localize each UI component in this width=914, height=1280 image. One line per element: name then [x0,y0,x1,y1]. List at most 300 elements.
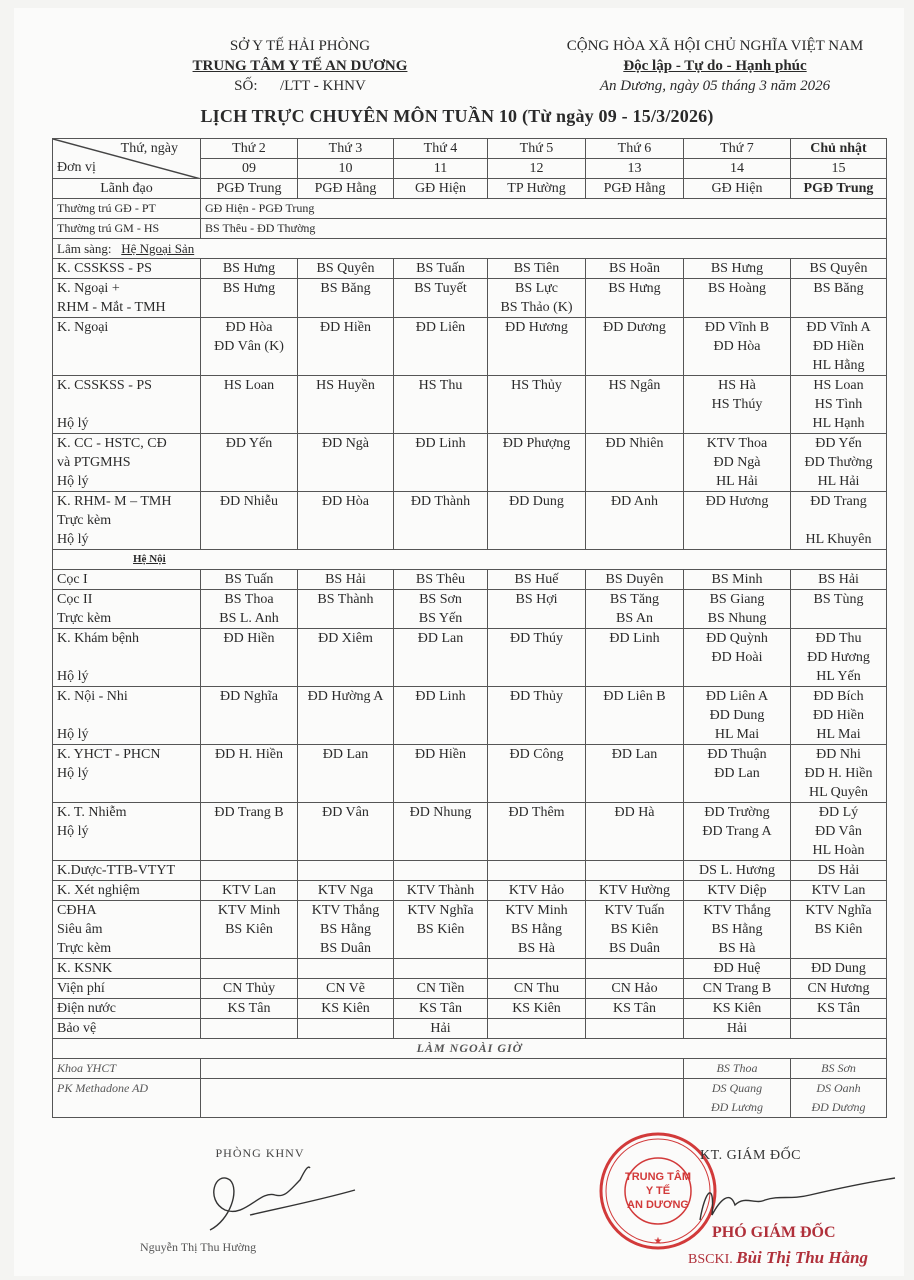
cell-line: Hộ lý [57,532,89,547]
cell-line: KTV Nghĩa [407,903,474,918]
header-left [150,36,450,96]
duty-cell [394,745,488,803]
days-row [53,139,887,159]
duty-cell [201,687,298,745]
director-signature-icon [690,1170,900,1230]
duty-cell [488,570,586,590]
cell-line: ĐD Yến [815,436,862,451]
cell-line: BS Tăng [609,592,660,607]
cell-line: Viện phí [57,981,105,996]
duty-cell [791,861,887,881]
date-header: 15 [791,159,887,179]
duty-cell [394,1019,488,1039]
duty-cell [791,745,887,803]
document-date: An Dương, ngày 05 tháng 3 năm 2026 [599,78,831,94]
duty-cell [684,901,791,959]
cell-line: BS Huế [514,572,559,587]
cell-line: ĐD Hoài [711,650,763,665]
duty-cell [394,999,488,1019]
duty-cell [488,901,586,959]
cell-line: BS Hoàng [708,281,766,296]
cell-line: BS Hưng [710,261,764,276]
cell-line: KTV Tuấn [604,903,665,918]
cell-line: K. CSSKSS - PS [57,378,152,393]
duty-cell [201,959,298,979]
duty-cell [586,629,684,687]
duty-cell [394,861,488,881]
cell-line: Hộ lý [57,474,89,489]
duty-cell [298,901,394,959]
overtime-title-row [53,1039,887,1059]
cell-line: ĐD Anh [610,494,659,509]
duty-cell [488,881,586,901]
duty-cell [586,861,684,881]
duty-cell [298,590,394,629]
cell-line: HL Mai [714,727,760,742]
corner-top-label: Thứ, ngày [120,141,178,156]
unit-label [53,570,201,590]
duty-cell [201,629,298,687]
duty-cell [394,570,488,590]
cell-line: HS Thủy [511,378,562,393]
duty-cell [684,687,791,745]
duty-cell [791,1019,887,1039]
cell-line: ĐD Linh [415,436,466,451]
cell-line: ĐD Dung [709,708,765,723]
cell-line [795,511,882,530]
duty-cell [684,979,791,999]
stamp-line-1: TRUNG TÂM [625,1171,691,1183]
duty-cell [684,279,791,318]
duty-cell [298,979,394,999]
overtime-row [53,1079,887,1118]
duty-cell [201,492,298,550]
duty-cell [791,492,887,550]
cell-line: HS Loan [813,378,864,393]
cell-line: HL Mai [816,727,861,742]
leader-cell: PGĐ Trung [201,179,298,199]
director-title: KT. GIÁM ĐỐC [700,1148,802,1163]
cell-line: KTV Thoa [706,436,768,451]
cell-line: HL Quyên [809,785,868,800]
cell-line: ĐD Lý [818,805,859,820]
duty-cell [791,979,887,999]
cell-line: BS Hà [518,941,555,956]
duty-cell [684,376,791,434]
section-title: Hệ Ngoại Sản [121,241,195,256]
duty-cell [201,590,298,629]
day-header: Thứ 7 [684,139,791,159]
cell-line: HL Hạnh [812,416,865,431]
cell-line [492,1019,581,1038]
cell-line: K. CC - HSTC, CĐ [57,436,167,451]
cell-line: ĐD Huệ [713,961,761,976]
table-row [53,861,887,881]
cell-line: RHM - Mắt - TMH [57,300,166,315]
section-surgical-row [53,239,887,259]
duty-cell [201,318,298,376]
cell-line: K. T. Nhiễm [57,805,127,820]
resident-gm-value: BS Thêu - ĐD Thường [201,219,887,239]
duty-cell [684,492,791,550]
cell-line [398,861,483,880]
duty-cell [684,745,791,803]
cell-line: ĐD Hiền [320,320,371,335]
table-row [53,259,887,279]
unit-label [53,629,201,687]
vice-director-degree: BSCKI. [688,1252,733,1267]
duty-cell [394,959,488,979]
duty-cell [586,959,684,979]
duty-cell [488,1019,586,1039]
cell-line [398,959,483,978]
cell-line: ĐD Hiền [813,339,864,354]
date-header: 12 [488,159,586,179]
duty-cell [298,861,394,881]
cell-line: ĐD Liên [415,320,466,335]
cell-line: ĐD Lương [711,1100,763,1114]
duty-cell [684,999,791,1019]
duty-cell [298,318,394,376]
section-prefix: Lâm sàng: [57,241,112,256]
cell-line: CN Hương [807,981,870,996]
cell-line: ĐD Hòa [713,339,761,354]
table-row [53,979,887,999]
cell-line: DS Quang [711,1081,763,1095]
unit-label [53,881,201,901]
cell-line: KTV Hảo [508,883,565,898]
day-header: Chủ nhật [791,139,887,159]
department-name: SỞ Y TẾ HẢI PHÒNG [229,38,371,54]
duty-cell [201,745,298,803]
cell-line: K. KSNK [57,961,113,976]
duty-cell [394,434,488,492]
cell-line [590,959,679,978]
cell-line: ĐD Hiền [223,631,275,646]
cell-line [492,959,581,978]
overtime-unit: Khoa YHCT [53,1059,201,1079]
cell-line: Hộ lý [57,727,89,742]
cell-line: Siêu âm [57,922,103,937]
unit-label [53,803,201,861]
cell-line: ĐD Vân (K) [214,339,284,354]
duty-cell [488,259,586,279]
leader-cell: GĐ Hiện [684,179,791,199]
cell-line: K. Ngoại [57,320,109,335]
duty-cell [586,492,684,550]
overtime-title: LÀM NGOÀI GIỜ [53,1039,887,1059]
duty-cell [586,259,684,279]
cell-line: BS Hải [818,572,859,587]
cell-line: ĐD Trang [810,494,867,509]
day-header: Thứ 5 [488,139,586,159]
duty-cell [488,687,586,745]
duty-cell [684,881,791,901]
cell-line: ĐD Lan [611,747,658,762]
duty-cell [298,881,394,901]
motto: Độc lập - Tự do - Hạnh phúc [623,58,807,74]
duty-cell [488,745,586,803]
cell-line: ĐD Vân [815,824,862,839]
cell-line: K. Nội - Nhi [57,689,128,704]
duty-cell [298,1019,394,1039]
khnv-signature-icon [190,1160,360,1240]
date-header: 14 [684,159,791,179]
duty-cell [394,803,488,861]
cell-line: ĐD Công [509,747,564,762]
cell-line: Trực kèm [57,513,112,528]
duty-cell [586,901,684,959]
cell-line: ĐD Phượng [502,436,571,451]
duty-cell [201,979,298,999]
duty-cell [394,318,488,376]
cell-line: Cọc II [57,592,93,607]
overtime-sunday [791,1079,887,1118]
corner-header [53,139,201,179]
cell-line: ĐD Liên A [705,689,769,704]
duty-cell [488,803,586,861]
cell-line: HS Loan [223,378,275,393]
section-title: Hệ Nội [133,553,166,565]
cell-line: ĐD Hiền [813,708,864,723]
cell-line: HS Tình [814,397,863,412]
duty-cell [684,434,791,492]
day-header: Thứ 4 [394,139,488,159]
leader-cell: PGĐ Hằng [586,179,684,199]
table-row [53,629,887,687]
table-row [53,1019,887,1039]
duty-cell [201,570,298,590]
cell-line: DS Hải [817,863,860,878]
cell-line: BS Duân [609,941,660,956]
cell-line: ĐD Quỳnh [706,631,768,646]
cell-line: BS Quyên [809,261,868,276]
cell-line: Hải [430,1021,451,1036]
cell-line: ĐD Xiêm [318,631,373,646]
cell-line: K. RHM- M – TMH [57,494,172,509]
cell-line: K. Xét nghiệm [57,883,140,898]
duty-cell [394,590,488,629]
document-number: SỐ: /LTT - KHNV [234,78,366,94]
day-header: Thứ 2 [201,139,298,159]
cell-line: BS L. Anh [219,611,279,626]
cell-line: ĐD Hiền [415,747,466,762]
stamp-line-3: AN DƯƠNG [627,1199,689,1211]
stamp-line-2: Y TẾ [645,1185,671,1197]
cell-line: Hộ lý [57,669,89,684]
duty-cell [488,590,586,629]
duty-cell [201,434,298,492]
cell-line: CN Thủy [222,981,276,996]
cell-line: BS Kiên [416,922,465,937]
duty-cell [488,979,586,999]
duty-cell [201,881,298,901]
duty-cell [586,590,684,629]
cell-line: BS Tuấn [224,572,274,587]
duty-cell [488,434,586,492]
cell-line: BS Hằng [320,922,371,937]
cell-line: HS Thúy [711,397,763,412]
duty-cell [298,629,394,687]
cell-line: DS L. Hương [698,863,776,878]
cell-line: HS Thu [418,378,463,393]
duty-cell [394,901,488,959]
duty-cell [298,803,394,861]
duty-cell [394,979,488,999]
cell-line: KTV Minh [505,903,568,918]
cell-line: ĐD Dương [603,320,666,335]
cell-line: K.Dược-TTB-VTYT [57,863,176,878]
duty-cell [791,318,887,376]
cell-line: ĐD Thúy [509,631,564,646]
unit-label [53,1019,201,1039]
cell-line: ĐD Thành [410,494,471,509]
duty-cell [298,959,394,979]
leader-cell: PGĐ Hằng [298,179,394,199]
cell-line: BS Thảo (K) [500,300,573,315]
cell-line: ĐD Nghĩa [220,689,278,704]
cell-line: ĐD Nhi [816,747,861,762]
unit-label [53,959,201,979]
duty-cell [684,259,791,279]
cell-line: HL Khuyên [805,532,872,547]
cell-line: HL Hoàn [812,843,865,858]
corner-bottom-label: Đơn vị [57,160,96,175]
table-row [53,745,887,803]
cell-line: BS Hợi [515,592,558,607]
cell-line: ĐD Trang A [702,824,772,839]
cell-line: K. CSSKSS - PS [57,261,152,276]
unit-label [53,259,201,279]
cell-line: BS Yến [418,611,463,626]
cell-line: ĐD Lan [714,766,760,781]
cell-line: CN Trang B [702,981,772,996]
cell-line: ĐD Thuận [707,747,767,762]
duty-cell [586,570,684,590]
unit-label [53,279,201,318]
cell-line: BS Kiên [814,922,863,937]
duty-cell [298,687,394,745]
section-internal-row [53,550,887,570]
cell-line: CN Vẽ [325,981,366,996]
cell-line: KTV Nghĩa [805,903,872,918]
table-row [53,279,887,318]
duty-cell [201,803,298,861]
document-title: LỊCH TRỰC CHUYÊN MÔN TUẦN 10 (Từ ngày 09 - 15/3/2026) [200,106,714,126]
duty-cell [791,590,887,629]
cell-line [302,1019,389,1038]
center-name: TRUNG TÂM Y TẾ AN DƯƠNG [192,58,408,74]
khnv-signature-title: PHÒNG KHNV [215,1146,305,1160]
cell-line: ĐD Nhiên [605,436,664,451]
duty-cell [791,259,887,279]
duty-cell [586,979,684,999]
cell-line: ĐD Bích [813,689,864,704]
day-header: Thứ 6 [586,139,684,159]
cell-line: HS Ngân [608,378,661,393]
cell-line: ĐD Liên B [603,689,666,704]
cell-line: BS Lực [515,281,558,296]
unit-label [53,745,201,803]
cell-line [795,1019,882,1038]
resident-gm-label: Thường trú GM - HS [53,219,201,239]
duty-cell [298,376,394,434]
table-row [53,434,887,492]
date-header: 11 [394,159,488,179]
cell-line: BS Thành [317,592,374,607]
unit-label [53,434,201,492]
cell-line: KTV Thành [406,883,475,898]
cell-line: BS Duyên [605,572,664,587]
date-header: 10 [298,159,394,179]
cell-line: BS Sơn [419,592,462,607]
duty-cell [488,492,586,550]
table-row [53,901,887,959]
cell-line [492,861,581,880]
cell-line: ĐD Trường [704,805,770,820]
cell-line: Trực kèm [57,611,112,626]
table-row [53,803,887,861]
cell-line: BS Kiên [610,922,659,937]
khnv-signer-name: Nguyễn Thị Thu Hường [140,1240,257,1254]
duty-cell [791,434,887,492]
resident-gd-label: Thường trú GĐ - PT [53,199,201,219]
cell-line: ĐD Trang B [214,805,284,820]
unit-label [53,979,201,999]
duty-cell [586,279,684,318]
duty-cell [201,376,298,434]
cell-line: Cọc I [57,572,88,587]
duty-cell [394,629,488,687]
duty-cell [201,999,298,1019]
cell-line: Trực kèm [57,941,112,956]
cell-line: BS Hoãn [609,261,660,276]
duty-cell [684,570,791,590]
cell-line: và PTGMHS [57,455,131,470]
vice-director-title: PHÓ GIÁM ĐỐC [712,1224,836,1241]
duty-cell [488,318,586,376]
cell-line [205,861,293,880]
cell-line: BS Kiên [225,922,273,937]
overtime-sunday [791,1059,887,1079]
leader-cell: PGĐ Trung [791,179,887,199]
cell-line: ĐD Ngà [321,436,370,451]
duty-cell [791,687,887,745]
cell-line: ĐD Thêm [508,805,565,820]
table-row [53,376,887,434]
duty-cell [488,861,586,881]
table-row [53,687,887,745]
cell-line [590,861,679,880]
cell-line: BS Hà [718,941,756,956]
cell-line: BS Hưng [222,281,276,296]
duty-schedule-table [52,138,887,1118]
overtime-unit: PK Methadone AD [53,1079,201,1118]
overtime-row [53,1059,887,1079]
cell-line: HS Huyền [316,378,375,393]
duty-cell [586,687,684,745]
unit-label [53,590,201,629]
duty-cell [586,999,684,1019]
duty-cell [586,745,684,803]
cell-line: KTV Hường [598,883,671,898]
overtime-blank [201,1079,684,1118]
cell-line: BS Giang [709,592,765,607]
leader-cell: GĐ Hiện [394,179,488,199]
table-row [53,959,887,979]
duty-cell [586,803,684,861]
table-row [53,492,887,550]
